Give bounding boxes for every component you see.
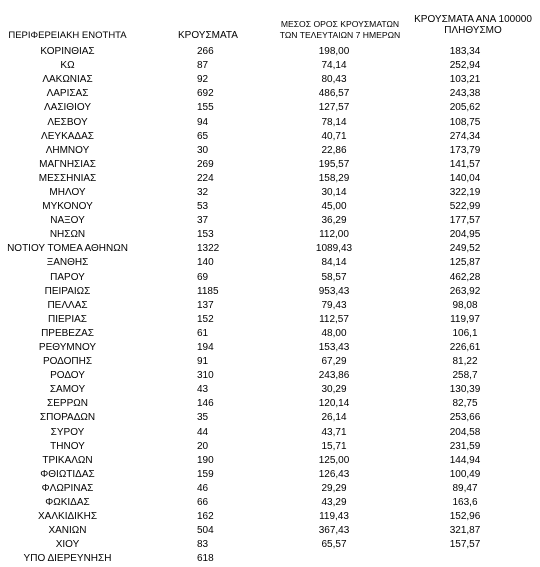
seven-day-average-cell: 198,00 — [318, 46, 350, 58]
seven-day-average-cell: 29,29 — [321, 482, 347, 494]
cases-per-100000-cell: 258,7 — [452, 370, 478, 382]
cases-per-100000-cell: 152,96 — [449, 511, 481, 523]
regional-unit-cell: ΠΕΙΡΑΙΩΣ — [44, 285, 91, 297]
cases-per-100000-cell: 125,87 — [449, 257, 481, 269]
regional-unit-cell: ΧΙΟΥ — [55, 539, 80, 551]
seven-day-average-cell: 67,29 — [321, 356, 347, 368]
cases-per-100000-cell: 322,19 — [449, 186, 481, 198]
regional-unit-cell: ΣΕΡΡΩΝ — [47, 398, 88, 410]
table-row — [0, 242, 540, 256]
table-row — [0, 130, 540, 144]
regional-unit-cell: ΠΙΕΡΙΑΣ — [48, 313, 87, 325]
table-row — [0, 482, 540, 496]
seven-day-average-cell: 367,43 — [318, 525, 350, 537]
cases-cell: 1185 — [197, 285, 219, 297]
seven-day-average-cell: 80,43 — [321, 74, 347, 86]
regional-unit-cell: ΦΛΩΡΙΝΑΣ — [41, 482, 94, 494]
regional-unit-cell: ΤΗΝΟΥ — [50, 440, 85, 452]
table-row — [0, 87, 540, 101]
table-row — [0, 115, 540, 129]
cases-cell: 30 — [197, 144, 209, 156]
cases-per-100000-cell: 103,21 — [449, 74, 481, 86]
table-row — [0, 172, 540, 186]
table-row — [0, 256, 540, 270]
seven-day-average-cell: 48,00 — [321, 327, 347, 339]
cases-cell: 152 — [197, 313, 214, 325]
seven-day-average-cell: 43,29 — [321, 497, 347, 509]
regional-unit-cell: ΥΠΟ ΔΙΕΡΕΥΝΗΣΗ — [23, 553, 112, 565]
cases-table-body — [0, 45, 540, 566]
seven-day-average-cell: 26,14 — [321, 412, 347, 424]
regional-unit-cell: ΣΥΡΟΥ — [50, 426, 85, 438]
cases-cell: 137 — [197, 299, 214, 311]
regional-unit-cell: ΧΑΛΚΙΔΙΚΗΣ — [38, 511, 97, 523]
table-row — [0, 496, 540, 510]
regional-unit-cell: ΠΕΛΛΑΣ — [47, 299, 88, 311]
cases-per-100000-cell: 144,94 — [449, 454, 481, 466]
regional-unit-cell: ΛΑΡΙΣΑΣ — [46, 88, 89, 100]
seven-day-average-cell: 78,14 — [321, 116, 347, 128]
table-row — [0, 285, 540, 299]
cases-per-100000-cell: 231,59 — [449, 440, 481, 452]
cases-per-100000-cell: 108,75 — [449, 116, 481, 128]
cases-cell: 94 — [197, 116, 209, 128]
header-per-line2: ΠΛΗΘΥΣΜΟ — [444, 25, 502, 36]
seven-day-average-cell: 58,57 — [321, 271, 347, 283]
cases-cell: 65 — [197, 130, 209, 142]
cases-cell: 1322 — [197, 243, 220, 255]
cases-cell: 224 — [197, 172, 214, 184]
header-regional-unit: ΠΕΡΙΦΕΡΕΙΑΚΗ ΕΝΟΤΗΤΑ — [8, 30, 127, 41]
seven-day-average-cell: 112,57 — [319, 313, 349, 325]
table-row — [0, 186, 540, 200]
table-row — [0, 341, 540, 355]
regional-unit-cell: ΣΑΜΟΥ — [49, 384, 86, 396]
regional-unit-cell: ΚΩ — [60, 60, 75, 72]
seven-day-average-cell: 486,57 — [318, 88, 350, 100]
seven-day-average-cell: 119,43 — [319, 511, 349, 523]
regional-unit-cell: ΜΕΣΣΗΝΙΑΣ — [38, 172, 97, 184]
cases-cell: 504 — [197, 525, 214, 537]
cases-cell: 43 — [197, 384, 209, 396]
table-row — [0, 45, 540, 59]
cases-per-100000-cell: 522,99 — [449, 201, 481, 213]
regional-unit-cell: ΦΘΙΩΤΙΔΑΣ — [40, 468, 95, 480]
seven-day-average-cell: 1089,43 — [315, 243, 353, 255]
regional-unit-cell: ΛΑΚΩΝΙΑΣ — [42, 74, 93, 86]
regional-unit-cell: ΚΟΡΙΝΘΙΑΣ — [40, 46, 95, 58]
cases-cell: 20 — [197, 440, 209, 452]
cases-per-100000-cell: 119,97 — [450, 313, 480, 325]
cases-table — [0, 45, 540, 566]
cases-cell: 32 — [197, 186, 209, 198]
regional-unit-cell: ΜΥΚΟΝΟΥ — [42, 201, 93, 213]
table-row — [0, 355, 540, 369]
regional-unit-cell: ΝΗΣΩΝ — [49, 229, 86, 241]
seven-day-average-cell: 127,57 — [318, 102, 350, 114]
regional-unit-cell: ΠΑΡΟΥ — [50, 271, 85, 283]
cases-per-100000-cell: 100,49 — [449, 468, 481, 480]
seven-day-average-cell: 40,71 — [321, 130, 347, 142]
table-row — [0, 158, 540, 172]
cases-per-100000-cell: 106,1 — [452, 327, 478, 339]
cases-cell: 266 — [197, 46, 214, 58]
seven-day-average-cell: 125,00 — [318, 454, 350, 466]
regional-unit-cell: ΝΑΞΟΥ — [50, 215, 85, 227]
cases-per-100000-cell: 177,57 — [449, 215, 481, 227]
table-row — [0, 510, 540, 524]
cases-per-100000-cell: 252,94 — [449, 60, 481, 72]
cases-cell: 44 — [197, 426, 209, 438]
cases-cell: 92 — [197, 74, 209, 86]
cases-cell: 155 — [197, 102, 214, 114]
seven-day-average-cell — [280, 552, 408, 566]
table-header — [0, 8, 540, 44]
cases-per-100000-cell: 130,39 — [449, 384, 481, 396]
header-cases-per-100000 — [408, 14, 538, 36]
seven-day-average-cell: 79,43 — [321, 299, 347, 311]
cases-per-100000-cell: 274,34 — [449, 130, 481, 142]
cases-cell: 83 — [197, 539, 209, 551]
regional-unit-cell: ΛΗΜΝΟΥ — [45, 144, 90, 156]
regional-unit-cell: ΤΡΙΚΑΛΩΝ — [42, 454, 93, 466]
cases-cell: 53 — [197, 201, 209, 213]
table-row — [0, 59, 540, 73]
cases-table-sheet — [0, 8, 540, 44]
seven-day-average-cell: 195,57 — [318, 158, 350, 170]
cases-per-100000-cell: 82,75 — [452, 398, 478, 410]
cases-per-100000-cell: 243,38 — [449, 88, 481, 100]
cases-per-100000-cell: 204,95 — [449, 229, 481, 241]
seven-day-average-cell: 953,43 — [318, 285, 350, 297]
cases-per-100000-cell: 321,87 — [449, 525, 481, 537]
seven-day-average-cell: 65,57 — [321, 539, 347, 551]
cases-cell: 692 — [197, 88, 214, 100]
seven-day-average-cell: 30,29 — [321, 384, 347, 396]
seven-day-average-cell: 22,86 — [321, 144, 347, 156]
cases-cell: 61 — [197, 327, 209, 339]
cases-cell: 91 — [197, 356, 209, 368]
cases-cell: 162 — [197, 511, 214, 523]
table-row — [0, 454, 540, 468]
cases-per-100000-cell: 173,79 — [449, 144, 481, 156]
table-row — [0, 552, 540, 566]
seven-day-average-cell: 120,14 — [318, 398, 350, 410]
cases-per-100000-cell: 81,22 — [452, 356, 478, 368]
regional-unit-cell: ΡΟΔΟΥ — [50, 370, 85, 382]
regional-unit-cell: ΧΑΝΙΩΝ — [48, 525, 87, 537]
cases-per-100000-cell: 462,28 — [449, 271, 481, 283]
cases-cell: 46 — [197, 482, 209, 494]
regional-unit-cell: ΡΕΘΥΜΝΟΥ — [38, 342, 97, 354]
cases-cell: 159 — [197, 468, 214, 480]
table-row — [0, 426, 540, 440]
header-seven-day-average — [272, 19, 408, 41]
cases-per-100000-cell — [408, 552, 540, 566]
table-row — [0, 214, 540, 228]
table-row — [0, 440, 540, 454]
cases-per-100000-cell: 263,92 — [449, 285, 481, 297]
cases-per-100000-cell: 157,57 — [449, 539, 481, 551]
seven-day-average-cell: 158,29 — [318, 172, 350, 184]
table-row — [0, 468, 540, 482]
regional-unit-cell: ΣΠΟΡΑΔΩΝ — [39, 412, 96, 424]
seven-day-average-cell: 43,71 — [321, 426, 347, 438]
cases-per-100000-cell: 141,57 — [449, 158, 481, 170]
seven-day-average-cell: 126,43 — [318, 468, 350, 480]
table-row — [0, 411, 540, 425]
cases-per-100000-cell: 205,62 — [449, 102, 481, 114]
cases-cell: 190 — [197, 454, 214, 466]
table-row — [0, 101, 540, 115]
cases-cell: 310 — [197, 370, 214, 382]
table-row — [0, 200, 540, 214]
cases-cell: 87 — [197, 60, 209, 72]
regional-unit-cell: ΦΩΚΙΔΑΣ — [45, 497, 90, 509]
cases-cell: 66 — [197, 497, 209, 509]
seven-day-average-cell: 15,71 — [321, 440, 347, 452]
cases-per-100000-cell: 249,52 — [449, 243, 481, 255]
regional-unit-cell: ΜΑΓΝΗΣΙΑΣ — [39, 158, 96, 170]
regional-unit-cell: ΠΡΕΒΕΖΑΣ — [41, 327, 94, 339]
cases-per-100000-cell: 253,66 — [449, 412, 481, 424]
cases-cell: 269 — [197, 158, 214, 170]
table-row — [0, 299, 540, 313]
regional-unit-cell: ΜΗΛΟΥ — [49, 186, 86, 198]
seven-day-average-cell: 243,86 — [318, 370, 350, 382]
cases-per-100000-cell: 183,34 — [449, 46, 481, 58]
table-row — [0, 228, 540, 242]
regional-unit-cell: ΛΕΣΒΟΥ — [47, 116, 88, 128]
table-row — [0, 524, 540, 538]
table-row — [0, 313, 540, 327]
table-row — [0, 538, 540, 552]
cases-per-100000-cell: 163,6 — [452, 497, 478, 509]
cases-per-100000-cell: 89,47 — [452, 482, 478, 494]
cases-per-100000-cell: 204,58 — [449, 426, 481, 438]
table-row — [0, 271, 540, 285]
cases-cell: 618 — [197, 553, 214, 565]
header-cases: ΚΡΟΥΣΜΑΤΑ — [178, 30, 238, 41]
cases-cell: 146 — [197, 398, 214, 410]
cases-cell: 37 — [197, 215, 209, 227]
regional-unit-cell: ΝΟΤΙΟΥ ΤΟΜΕΑ ΑΘΗΝΩΝ — [7, 243, 128, 255]
seven-day-average-cell: 30,14 — [321, 186, 347, 198]
header-avg-line1: ΜΕΣΟΣ ΟΡΟΣ ΚΡΟΥΣΜΑΤΩΝ — [280, 19, 400, 29]
regional-unit-cell: ΡΟΔΟΠΗΣ — [42, 356, 93, 368]
header-per-line1: ΚΡΟΥΣΜΑΤΑ ΑΝΑ 100000 — [414, 14, 532, 25]
header-avg-line2: ΤΩΝ ΤΕΛΕΥΤΑΙΩΝ 7 ΗΜΕΡΩΝ — [279, 30, 401, 40]
cases-per-100000-cell: 98,08 — [452, 299, 478, 311]
seven-day-average-cell: 153,43 — [318, 342, 350, 354]
cases-cell: 140 — [197, 257, 214, 269]
table-row — [0, 144, 540, 158]
cases-cell: 194 — [197, 342, 214, 354]
regional-unit-cell: ΛΕΥΚΑΔΑΣ — [41, 130, 94, 142]
table-row — [0, 369, 540, 383]
table-row — [0, 397, 540, 411]
seven-day-average-cell: 36,29 — [321, 215, 347, 227]
seven-day-average-cell: 84,14 — [321, 257, 347, 269]
seven-day-average-cell: 74,14 — [321, 60, 347, 72]
regional-unit-cell: ΞΑΝΘΗΣ — [46, 257, 89, 269]
cases-per-100000-cell: 140,04 — [449, 172, 481, 184]
regional-unit-cell: ΛΑΣΙΘΙΟΥ — [44, 102, 91, 114]
table-row — [0, 383, 540, 397]
cases-cell: 35 — [197, 412, 209, 424]
table-row — [0, 73, 540, 87]
seven-day-average-cell: 45,00 — [321, 201, 347, 213]
seven-day-average-cell: 112,00 — [319, 229, 349, 241]
table-row — [0, 327, 540, 341]
cases-cell: 153 — [197, 229, 214, 241]
cases-per-100000-cell: 226,61 — [449, 342, 481, 354]
cases-cell: 69 — [197, 271, 209, 283]
